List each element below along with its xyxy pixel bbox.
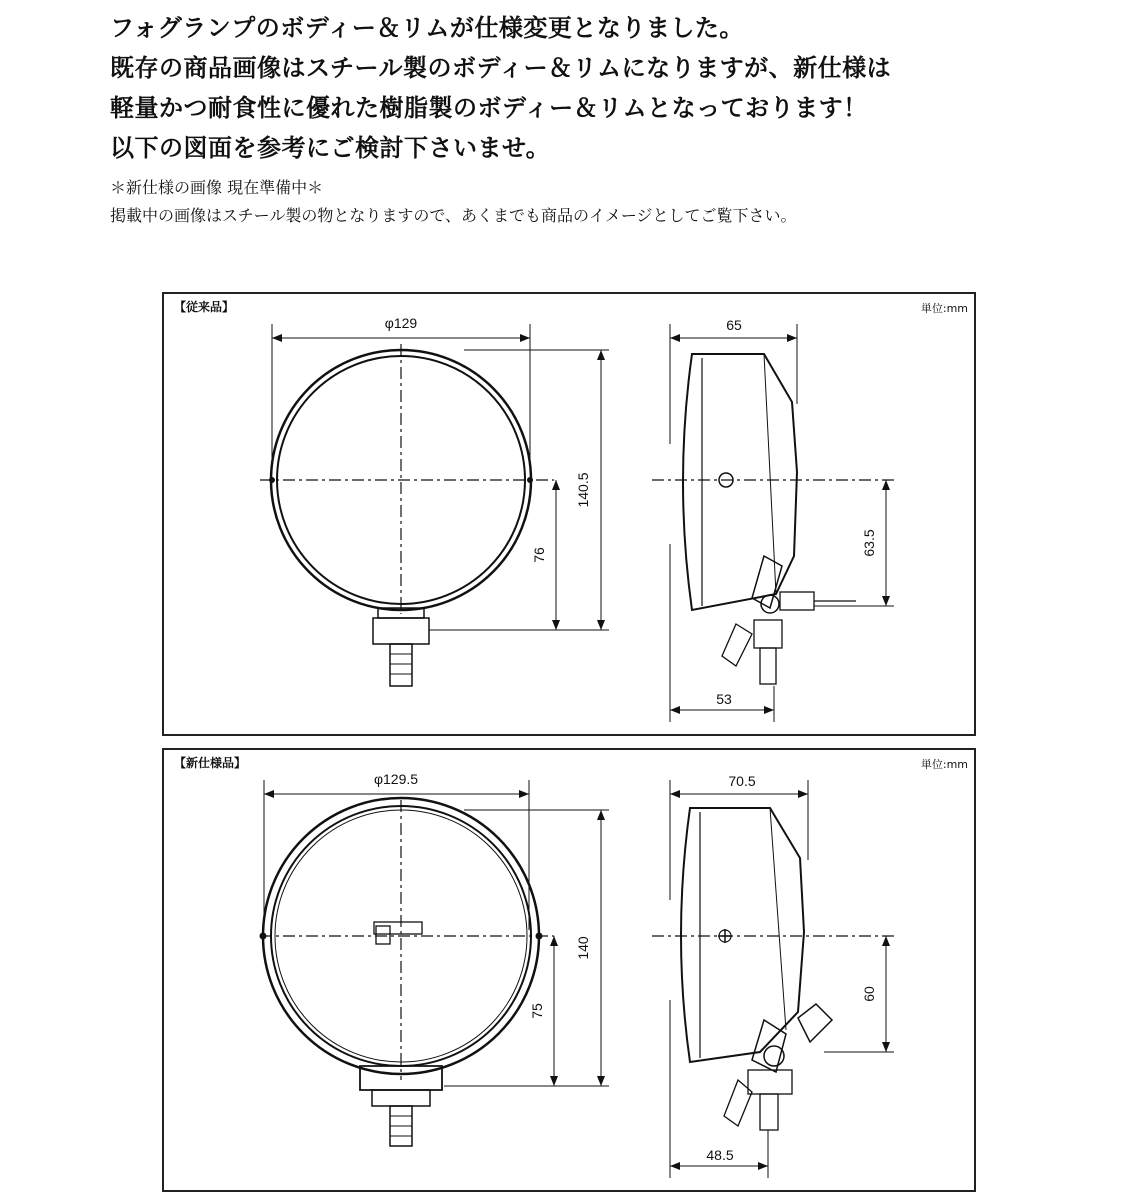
dim-height-previous: 140.5 bbox=[575, 472, 591, 508]
dim-side-center-previous bbox=[814, 480, 894, 606]
lamp-drawing-new-spec bbox=[164, 750, 974, 1190]
side-view-previous bbox=[652, 354, 894, 684]
notice-note-2: 掲載中の画像はスチール製の物となりますので、あくまでも商品のイメージとしてご覧下さい。 bbox=[110, 206, 797, 225]
dim-stud-new-spec: 48.5 bbox=[706, 1147, 734, 1163]
unit-label-previous: 単位:mm bbox=[920, 302, 968, 315]
notice-headline-1: フォグランプのボディー＆リムが仕様変更となりました。 bbox=[110, 14, 744, 42]
dim-side-center-value-previous: 63.5 bbox=[861, 529, 877, 557]
dim-depth-previous: 65 bbox=[726, 317, 742, 333]
dim-diameter-previous: φ129 bbox=[384, 315, 418, 331]
front-view-previous bbox=[260, 344, 554, 686]
side-view-new-spec bbox=[652, 808, 894, 1130]
notice-headline-4: 以下の図面を参考にご検討下さいませ。 bbox=[110, 134, 551, 162]
front-view-new-spec bbox=[260, 798, 555, 1146]
notice-headline-2: 既存の商品画像はスチール製のボディー＆リムになりますが、新仕様は bbox=[110, 54, 892, 82]
panel-label-previous: 【従来品】 bbox=[174, 300, 235, 314]
drawing-previous-panel bbox=[162, 292, 976, 736]
lamp-drawing-previous bbox=[164, 294, 974, 734]
notice-text bbox=[110, 8, 1120, 230]
dim-side-center-value-new-spec: 60 bbox=[861, 986, 877, 1002]
dim-center-height-previous: 76 bbox=[531, 547, 547, 563]
drawing-new-spec-panel bbox=[162, 748, 976, 1192]
dim-height-new-spec: 140 bbox=[575, 936, 591, 960]
dim-stud-offset-previous bbox=[670, 544, 774, 722]
dim-center-height-new-spec: 75 bbox=[529, 1003, 545, 1019]
notice-headline-3: 軽量かつ耐食性に優れた樹脂製のボディー＆リムとなっております！ bbox=[110, 94, 868, 122]
dim-side-center-new-spec bbox=[824, 936, 894, 1052]
dim-depth-new-spec: 70.5 bbox=[728, 773, 756, 789]
dim-diameter-new-spec: φ129.5 bbox=[373, 771, 419, 787]
dim-front-height-previous bbox=[429, 350, 609, 630]
panel-label-new-spec: 【新仕様品】 bbox=[174, 756, 247, 770]
dim-stud-previous: 53 bbox=[716, 691, 732, 707]
notice-note-1: ＊新仕様の画像 現在準備中＊ bbox=[110, 178, 324, 197]
unit-label-new-spec: 単位:mm bbox=[920, 758, 968, 771]
